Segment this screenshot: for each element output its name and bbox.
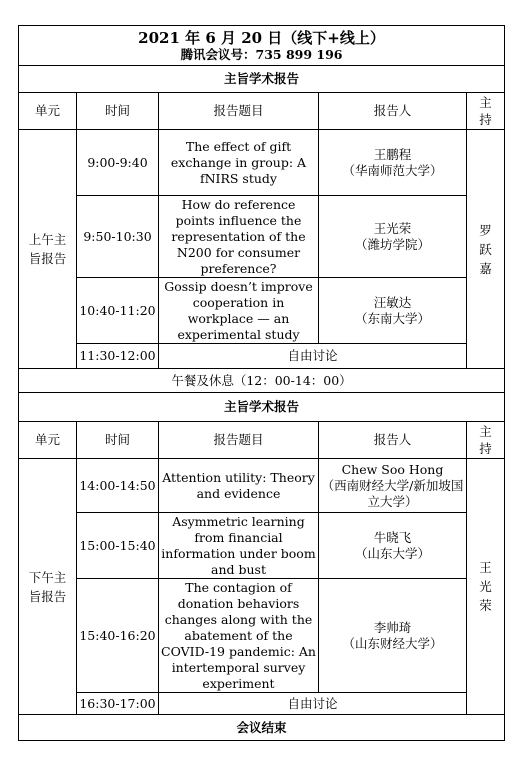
lunch-row: [19, 369, 505, 393]
col-title-header: 报告题目: [159, 422, 319, 459]
col-host-header: 主持: [479, 95, 492, 127]
morning-talk-row: [19, 196, 505, 278]
morning-talk-row: [19, 278, 505, 344]
talk-title: Gossip doesn’t improve cooperation in workplace — an experimental study: [159, 278, 319, 344]
col-speaker-header: 报告人: [319, 422, 467, 459]
talk-title: The effect of gift exchange in group: A fNIRS study: [159, 130, 319, 196]
afternoon-host: 王光荣: [479, 560, 492, 613]
col-unit-header: 单元: [19, 93, 77, 130]
talk-title: Asymmetric learning from financial information under boom and bust: [159, 513, 319, 579]
afternoon-talk-row: [19, 579, 505, 693]
afternoon-unit-label: 下午主旨报告: [28, 569, 67, 604]
col-host-header: 主持: [479, 424, 492, 456]
header-row: [19, 26, 505, 66]
afternoon-talk-row: [19, 513, 505, 579]
talk-time: 15:40-16:20: [77, 579, 159, 693]
afternoon-discussion-row: [19, 693, 505, 715]
morning-section-row: [19, 66, 505, 93]
talk-time: 15:00-15:40: [77, 513, 159, 579]
morning-unit-label: 上午主旨报告: [28, 232, 67, 266]
closing-label: 会议结束: [19, 715, 505, 741]
talk-title: Attention utility: Theory and evidence: [159, 459, 319, 513]
lunch-break: 午餐及休息（12：00-14：00）: [19, 369, 505, 393]
date-line: 2021 年 6 月 20 日（线下+线上）: [138, 28, 385, 47]
speaker-name: Chew Soo Hong: [341, 461, 444, 477]
discussion-label: 自由讨论: [159, 344, 467, 369]
speaker-name: 王鹏程: [373, 146, 412, 162]
morning-section-title: 主旨学术报告: [19, 66, 505, 93]
col-unit-header: 单元: [19, 422, 77, 459]
morning-column-header-row: [19, 93, 505, 130]
speaker-affiliation: （东南大学）: [354, 310, 430, 326]
talk-time: 9:50-10:30: [77, 196, 159, 278]
speaker-affiliation: （山东大学）: [354, 545, 430, 561]
talk-time: 14:00-14:50: [77, 459, 159, 513]
col-time-header: 时间: [77, 422, 159, 459]
col-time-header: 时间: [77, 93, 159, 130]
discussion-label: 自由讨论: [159, 693, 467, 715]
morning-discussion-row: [19, 344, 505, 369]
afternoon-section-title: 主旨学术报告: [19, 393, 505, 422]
speaker-name: 牛晓飞: [373, 529, 412, 545]
speaker-affiliation: （西南财经大学/新加坡国立大学）: [321, 477, 464, 509]
afternoon-section-row: [19, 393, 505, 422]
morning-host: 罗跃嘉: [479, 222, 492, 276]
schedule-table: [18, 25, 505, 741]
speaker-name: 汪敏达: [373, 294, 412, 310]
speaker-affiliation: （山东财经大学）: [342, 635, 443, 651]
discussion-time: 11:30-12:00: [77, 344, 159, 369]
speaker-name: 王光荣: [373, 220, 412, 236]
speaker-name: 李帅琦: [373, 619, 412, 635]
meeting-id: 腾讯会议号：735 899 196: [180, 46, 343, 62]
closing-row: [19, 715, 505, 741]
talk-time: 9:00-9:40: [77, 130, 159, 196]
afternoon-talk-row: [19, 459, 505, 513]
discussion-time: 16:30-17:00: [77, 693, 159, 715]
col-title-header: 报告题目: [159, 93, 319, 130]
morning-talk-row: [19, 130, 505, 196]
col-speaker-header: 报告人: [319, 93, 467, 130]
talk-title: How do reference points influence the representation of the N200 for consumer preference?: [159, 196, 319, 278]
afternoon-column-header-row: [19, 422, 505, 459]
talk-time: 10:40-11:20: [77, 278, 159, 344]
speaker-affiliation: （华南师范大学）: [342, 162, 443, 178]
talk-title: The contagion of donation behaviors changes along with the abatement of the COVID-19 pandemic: An intertemporal survey experiment: [159, 579, 319, 693]
speaker-affiliation: （潍坊学院）: [354, 236, 430, 252]
